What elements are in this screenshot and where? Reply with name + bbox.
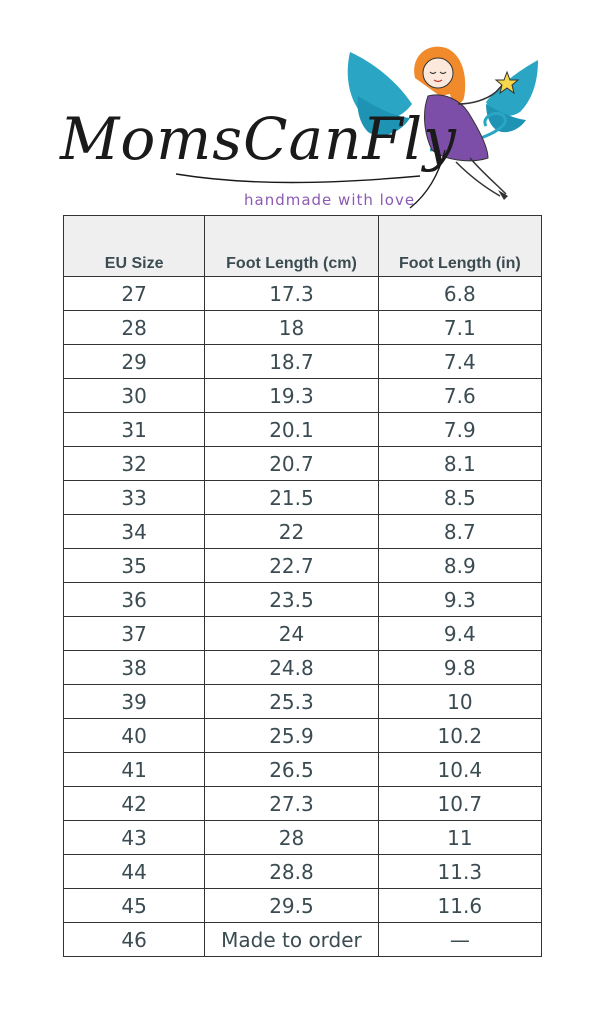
- foot-length-cm-cell: 28: [205, 821, 378, 855]
- table-row: [64, 651, 542, 685]
- foot-length-cm-cell: 19.3: [205, 379, 378, 413]
- foot-length-cm-cell: 24.8: [205, 651, 378, 685]
- foot-length-in-cell: 6.8: [378, 277, 541, 311]
- foot-length-in-cell: 7.4: [378, 345, 541, 379]
- foot-length-in-cell: 8.1: [378, 447, 541, 481]
- foot-length-cm-cell: 22.7: [205, 549, 378, 583]
- foot-length-in-cell: 11.3: [378, 855, 541, 889]
- table-row: [64, 277, 542, 311]
- foot-length-cm-cell: 17.3: [205, 277, 378, 311]
- eu-size-cell: 31: [64, 413, 205, 447]
- eu-size-cell: 34: [64, 515, 205, 549]
- foot-length-cm-cell: 22: [205, 515, 378, 549]
- table-row: [64, 413, 542, 447]
- table-row: [64, 923, 542, 957]
- table-row: [64, 379, 542, 413]
- header-foot-length-cm: Foot Length (cm): [205, 216, 378, 277]
- foot-length-cm-cell: 29.5: [205, 889, 378, 923]
- foot-length-in-cell: 9.3: [378, 583, 541, 617]
- header-foot-length-in: Foot Length (in): [378, 216, 541, 277]
- header-eu-size: EU Size: [64, 216, 205, 277]
- foot-length-in-cell: 11: [378, 821, 541, 855]
- eu-size-cell: 38: [64, 651, 205, 685]
- foot-length-cm-cell: 26.5: [205, 753, 378, 787]
- foot-length-cm-cell: 20.1: [205, 413, 378, 447]
- foot-length-in-cell: 10.2: [378, 719, 541, 753]
- foot-length-in-cell: 7.9: [378, 413, 541, 447]
- foot-length-cm-cell: 21.5: [205, 481, 378, 515]
- foot-length-cm-cell: Made to order: [205, 923, 378, 957]
- eu-size-cell: 39: [64, 685, 205, 719]
- foot-length-cm-cell: 24: [205, 617, 378, 651]
- eu-size-cell: 27: [64, 277, 205, 311]
- foot-length-cm-cell: 20.7: [205, 447, 378, 481]
- table-row: [64, 821, 542, 855]
- foot-length-in-cell: 7.6: [378, 379, 541, 413]
- eu-size-cell: 36: [64, 583, 205, 617]
- brand-wordmark: MomsCanFly: [60, 105, 457, 173]
- eu-size-cell: 40: [64, 719, 205, 753]
- table-row: [64, 311, 542, 345]
- table-row: [64, 855, 542, 889]
- foot-length-in-cell: —: [378, 923, 541, 957]
- eu-size-cell: 35: [64, 549, 205, 583]
- foot-length-cm-cell: 25.3: [205, 685, 378, 719]
- foot-length-in-cell: 10.7: [378, 787, 541, 821]
- eu-size-cell: 45: [64, 889, 205, 923]
- table-row: [64, 583, 542, 617]
- eu-size-cell: 30: [64, 379, 205, 413]
- table-row: [64, 719, 542, 753]
- foot-length-in-cell: 9.8: [378, 651, 541, 685]
- foot-length-in-cell: 8.9: [378, 549, 541, 583]
- foot-length-in-cell: 9.4: [378, 617, 541, 651]
- foot-length-cm-cell: 18: [205, 311, 378, 345]
- table-row: [64, 481, 542, 515]
- foot-length-cm-cell: 27.3: [205, 787, 378, 821]
- table-row: [64, 753, 542, 787]
- table-header-row: [64, 216, 542, 277]
- foot-length-cm-cell: 28.8: [205, 855, 378, 889]
- foot-length-in-cell: 10: [378, 685, 541, 719]
- table-row: [64, 685, 542, 719]
- size-chart-table: [63, 215, 542, 957]
- foot-length-cm-cell: 23.5: [205, 583, 378, 617]
- eu-size-cell: 28: [64, 311, 205, 345]
- foot-length-in-cell: 8.7: [378, 515, 541, 549]
- eu-size-cell: 46: [64, 923, 205, 957]
- foot-length-cm-cell: 18.7: [205, 345, 378, 379]
- table-row: [64, 889, 542, 923]
- foot-length-in-cell: 10.4: [378, 753, 541, 787]
- foot-length-cm-cell: 25.9: [205, 719, 378, 753]
- foot-length-in-cell: 7.1: [378, 311, 541, 345]
- table-row: [64, 787, 542, 821]
- eu-size-cell: 44: [64, 855, 205, 889]
- brand-tagline: handmade with love: [244, 191, 416, 209]
- fairy-face-icon: [423, 58, 453, 88]
- table-row: [64, 549, 542, 583]
- table-row: [64, 447, 542, 481]
- foot-length-in-cell: 8.5: [378, 481, 541, 515]
- foot-length-in-cell: 11.6: [378, 889, 541, 923]
- eu-size-cell: 41: [64, 753, 205, 787]
- eu-size-cell: 43: [64, 821, 205, 855]
- eu-size-cell: 29: [64, 345, 205, 379]
- eu-size-cell: 32: [64, 447, 205, 481]
- eu-size-cell: 42: [64, 787, 205, 821]
- eu-size-cell: 37: [64, 617, 205, 651]
- brand-logo: [0, 0, 616, 216]
- table-row: [64, 617, 542, 651]
- table-row: [64, 515, 542, 549]
- eu-size-cell: 33: [64, 481, 205, 515]
- table-row: [64, 345, 542, 379]
